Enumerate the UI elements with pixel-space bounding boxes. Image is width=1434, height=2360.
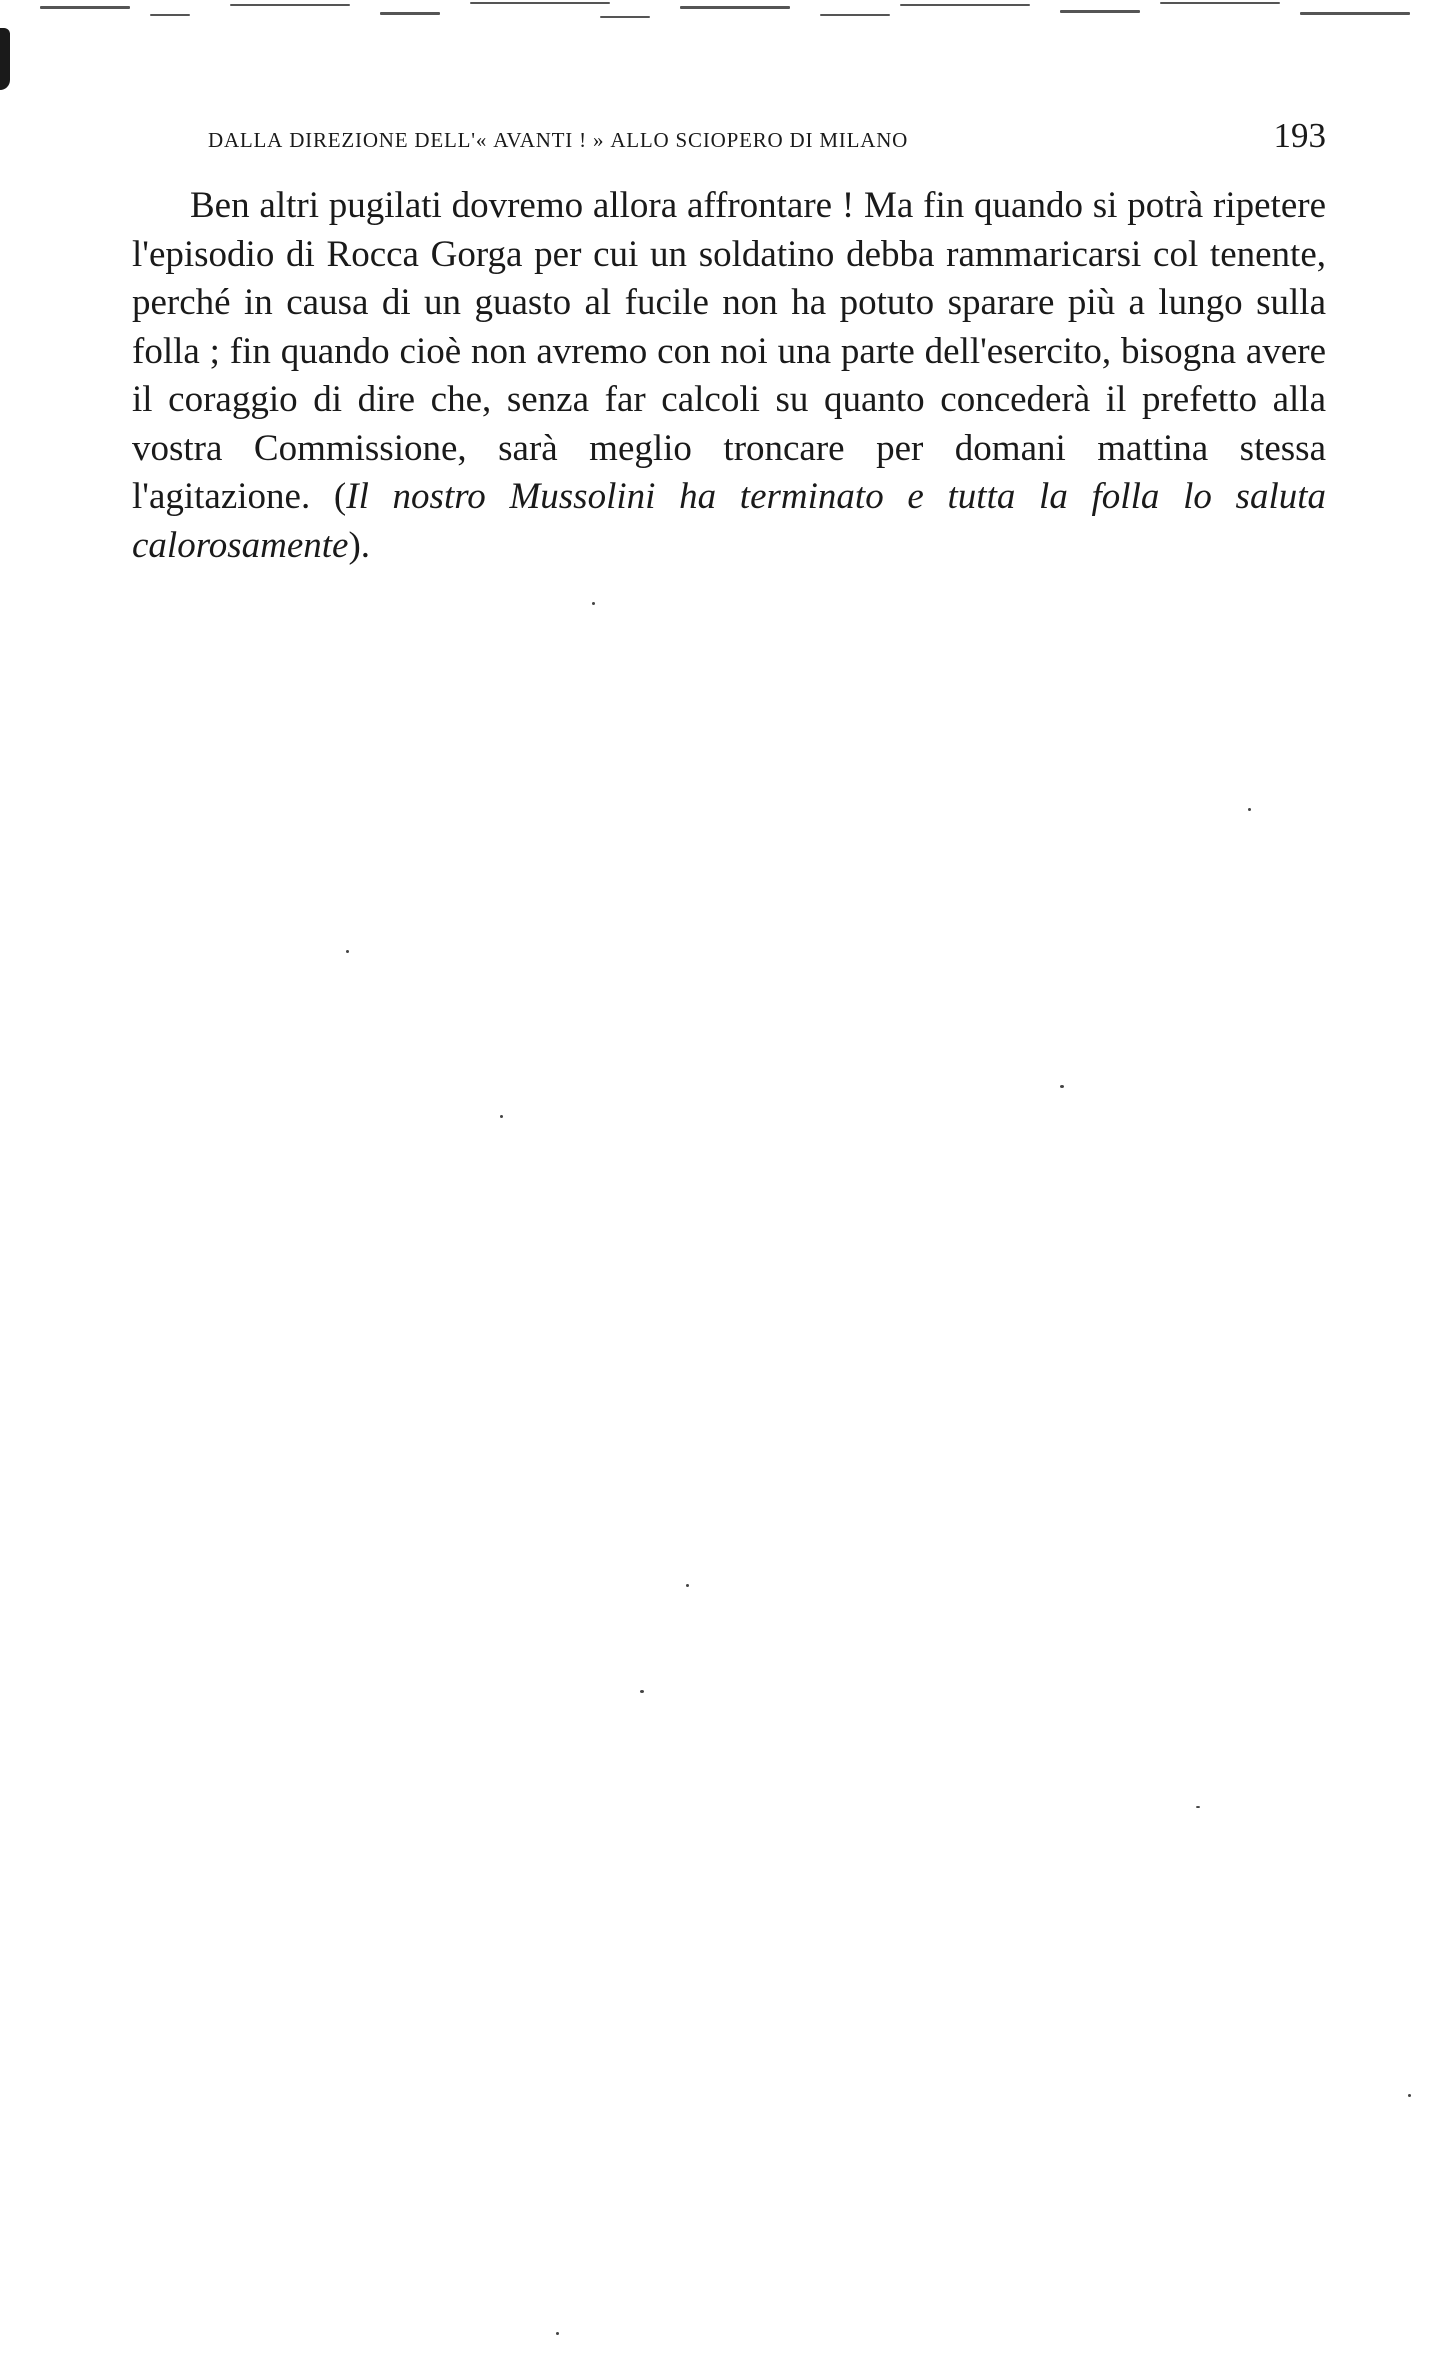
- scan-speck: [1060, 1085, 1064, 1088]
- scan-speck: [1196, 1806, 1200, 1808]
- scan-speck: [640, 1690, 644, 1693]
- paragraph-end-text: ).: [348, 524, 371, 566]
- scan-speck: [1408, 2094, 1411, 2097]
- scan-speck: [686, 1584, 689, 1587]
- scan-edge-noise: [0, 0, 1434, 40]
- scan-speck: [1248, 808, 1251, 811]
- scan-speck: [500, 1115, 503, 1118]
- body-text: [132, 182, 1326, 570]
- page-number: 193: [1273, 116, 1326, 155]
- header-title: dalla direzione dell'« avanti ! » allo sciopero di milano: [208, 121, 909, 154]
- scan-speck: [346, 950, 349, 953]
- running-header: [208, 116, 1326, 160]
- paragraph-main-text: Ben altri pugilati dovremo allora affrontare ! Ma fin quando si potrà ripetere l'episodio di Rocca Gorga per cui un soldatino debba rammaricarsi col tenente, perché in causa di un guasto al fucile non ha potuto sparare più a lungo sulla folla ; fin quando cioè non avremo con noi una parte dell'esercito, bisogna avere il coraggio di dire che, senza far calcoli su quanto concederà il prefetto alla vostra Commissione, sarà meglio troncare per domani mattina stessa l'agitazione. (: [132, 185, 1326, 517]
- scan-speck: [592, 602, 595, 605]
- scan-speck: [556, 2332, 559, 2335]
- paragraph-italic-text: Il nostro Mussolini ha terminato e tutta la folla lo saluta calorosamente: [132, 476, 1327, 566]
- paragraph: [132, 182, 1326, 570]
- binding-shadow-mark: [0, 28, 10, 90]
